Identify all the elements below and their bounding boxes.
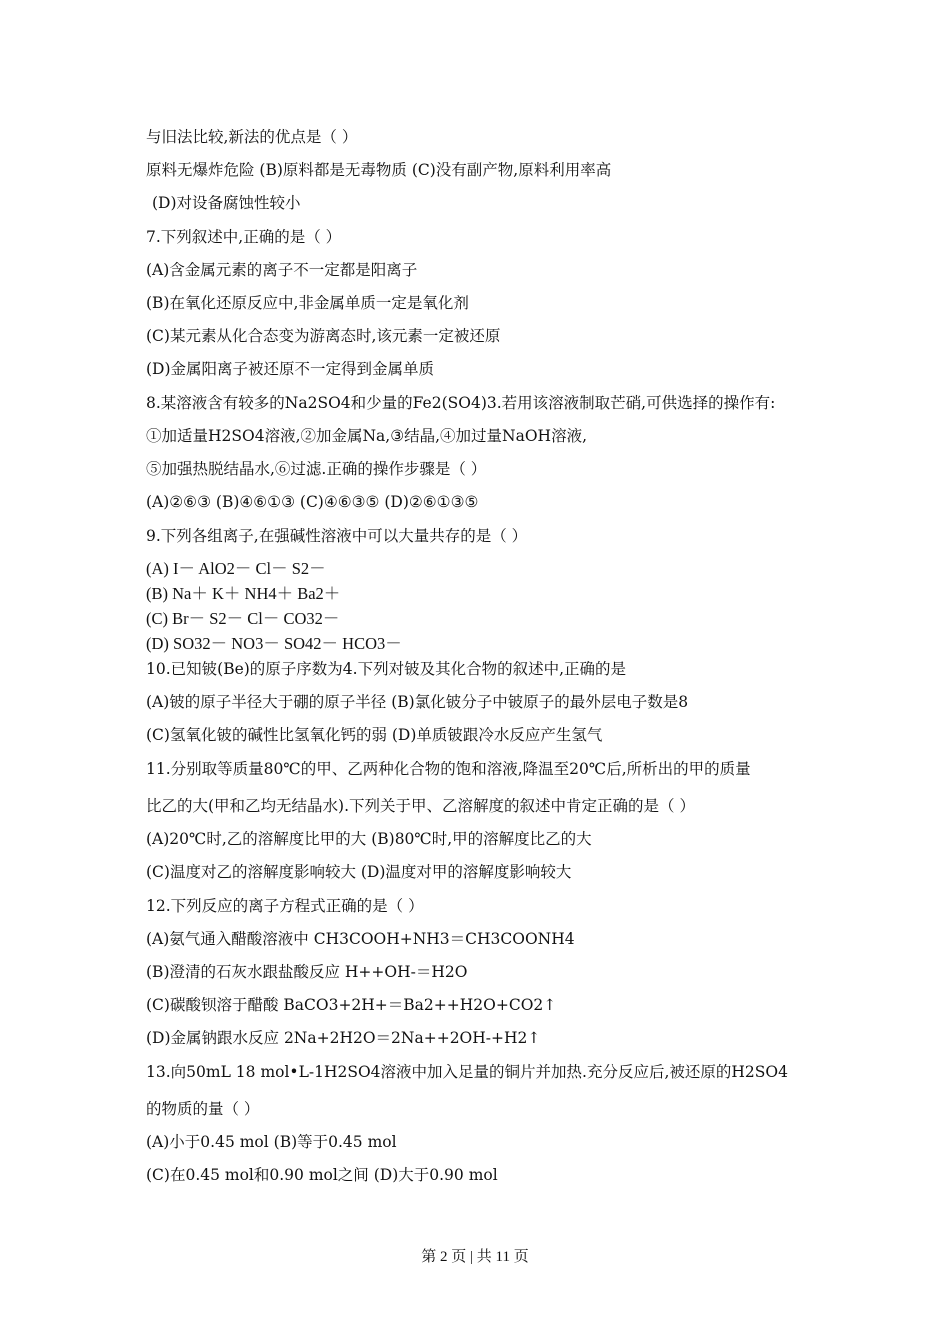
question-9-option-b: (B) Na＋ K＋ NH4＋ Ba2＋ (146, 584, 341, 603)
question-13-stem-1: 13.向50mL 18 mol•L-1H2SO4溶液中加入足量的铜片并加热.充分反应后,被还原的H2SO4 (146, 1063, 788, 1081)
question-9-option-d: (D) SO32－ NO3－ SO42－ HCO3－ (146, 634, 402, 653)
question-10-stem: 10.已知铍(Be)的原子序数为4.下列对铍及其化合物的叙述中,正确的是 (146, 660, 627, 678)
page-footer: 第 2 页 | 共 11 页 (421, 1249, 529, 1265)
question-11-stem-1: 11.分别取等质量80℃的甲、乙两种化合物的饱和溶液,降温至20℃后,所析出的甲的质量 (146, 760, 751, 778)
question-11-options-ab: (A)20℃时,乙的溶解度比甲的大 (B)80℃时,甲的溶解度比乙的大 (146, 830, 592, 848)
question-12-option-c: (C)碳酸钡溶于醋酸 BaCO3+2H+＝Ba2++H2O+CO2↑ (146, 996, 557, 1014)
question-8-operations-2: ⑤加强热脱结晶水,⑥过滤.正确的操作步骤是（ ） (146, 460, 487, 478)
question-8-stem: 8.某溶液含有较多的Na2SO4和少量的Fe2(SO4)3.若用该溶液制取芒硝,可供选择的操作有: (146, 394, 776, 412)
question-11-options-cd: (C)温度对乙的溶解度影响较大 (D)温度对甲的溶解度影响较大 (146, 863, 572, 881)
question-13-options-ab: (A)小于0.45 mol (B)等于0.45 mol (146, 1133, 397, 1151)
question-13-options-cd: (C)在0.45 mol和0.90 mol之间 (D)大于0.90 mol (146, 1166, 498, 1184)
question-9-stem: 9.下列各组离子,在强碱性溶液中可以大量共存的是（ ） (146, 527, 528, 545)
question-12-option-d: (D)金属钠跟水反应 2Na+2H2O＝2Na++2OH-+H2↑ (146, 1029, 541, 1047)
question-12-option-a: (A)氨气通入醋酸溶液中 CH3COOH+NH3＝CH3COONH4 (146, 930, 575, 948)
question-7-option-a: (A)含金属元素的离子不一定都是阳离子 (146, 261, 418, 279)
question-9-option-a: (A) I－ AlO2－ Cl－ S2－ (146, 559, 326, 578)
question-12-stem: 12.下列反应的离子方程式正确的是（ ） (146, 897, 424, 915)
question-9-option-c: (C) Br－ S2－ Cl－ CO32－ (146, 609, 340, 628)
question-6-stem: 与旧法比较,新法的优点是（ ） (146, 128, 358, 146)
question-11-stem-2: 比乙的大(甲和乙均无结晶水).下列关于甲、乙溶解度的叙述中肯定正确的是（ ） (146, 797, 695, 815)
question-7-stem: 7.下列叙述中,正确的是（ ） (146, 228, 342, 246)
question-7-option-b: (B)在氧化还原反应中,非金属单质一定是氧化剂 (146, 294, 469, 312)
question-7-option-d: (D)金属阳离子被还原不一定得到金属单质 (146, 360, 435, 378)
question-13-stem-2: 的物质的量（ ） (146, 1100, 260, 1118)
question-12-option-b: (B)澄清的石灰水跟盐酸反应 H++OH-＝H2O (146, 963, 468, 981)
question-8-operations-1: ①加适量H2SO4溶液,②加金属Na,③结晶,④加过量NaOH溶液, (146, 427, 588, 445)
question-10-options-cd: (C)氢氧化铍的碱性比氢氧化钙的弱 (D)单质铍跟冷水反应产生氢气 (146, 726, 603, 744)
question-6-option-d: (D)对设备腐蚀性较小 (152, 194, 301, 212)
question-10-options-ab: (A)铍的原子半径大于硼的原子半径 (B)氯化铍分子中铍原子的最外层电子数是8 (146, 693, 689, 711)
question-7-option-c: (C)某元素从化合态变为游离态时,该元素一定被还原 (146, 327, 501, 345)
question-6-options-1: 原料无爆炸危险 (B)原料都是无毒物质 (C)没有副产物,原料利用率高 (146, 161, 612, 179)
question-8-options: (A)②⑥③ (B)④⑥①③ (C)④⑥③⑤ (D)②⑥①③⑤ (146, 493, 479, 511)
